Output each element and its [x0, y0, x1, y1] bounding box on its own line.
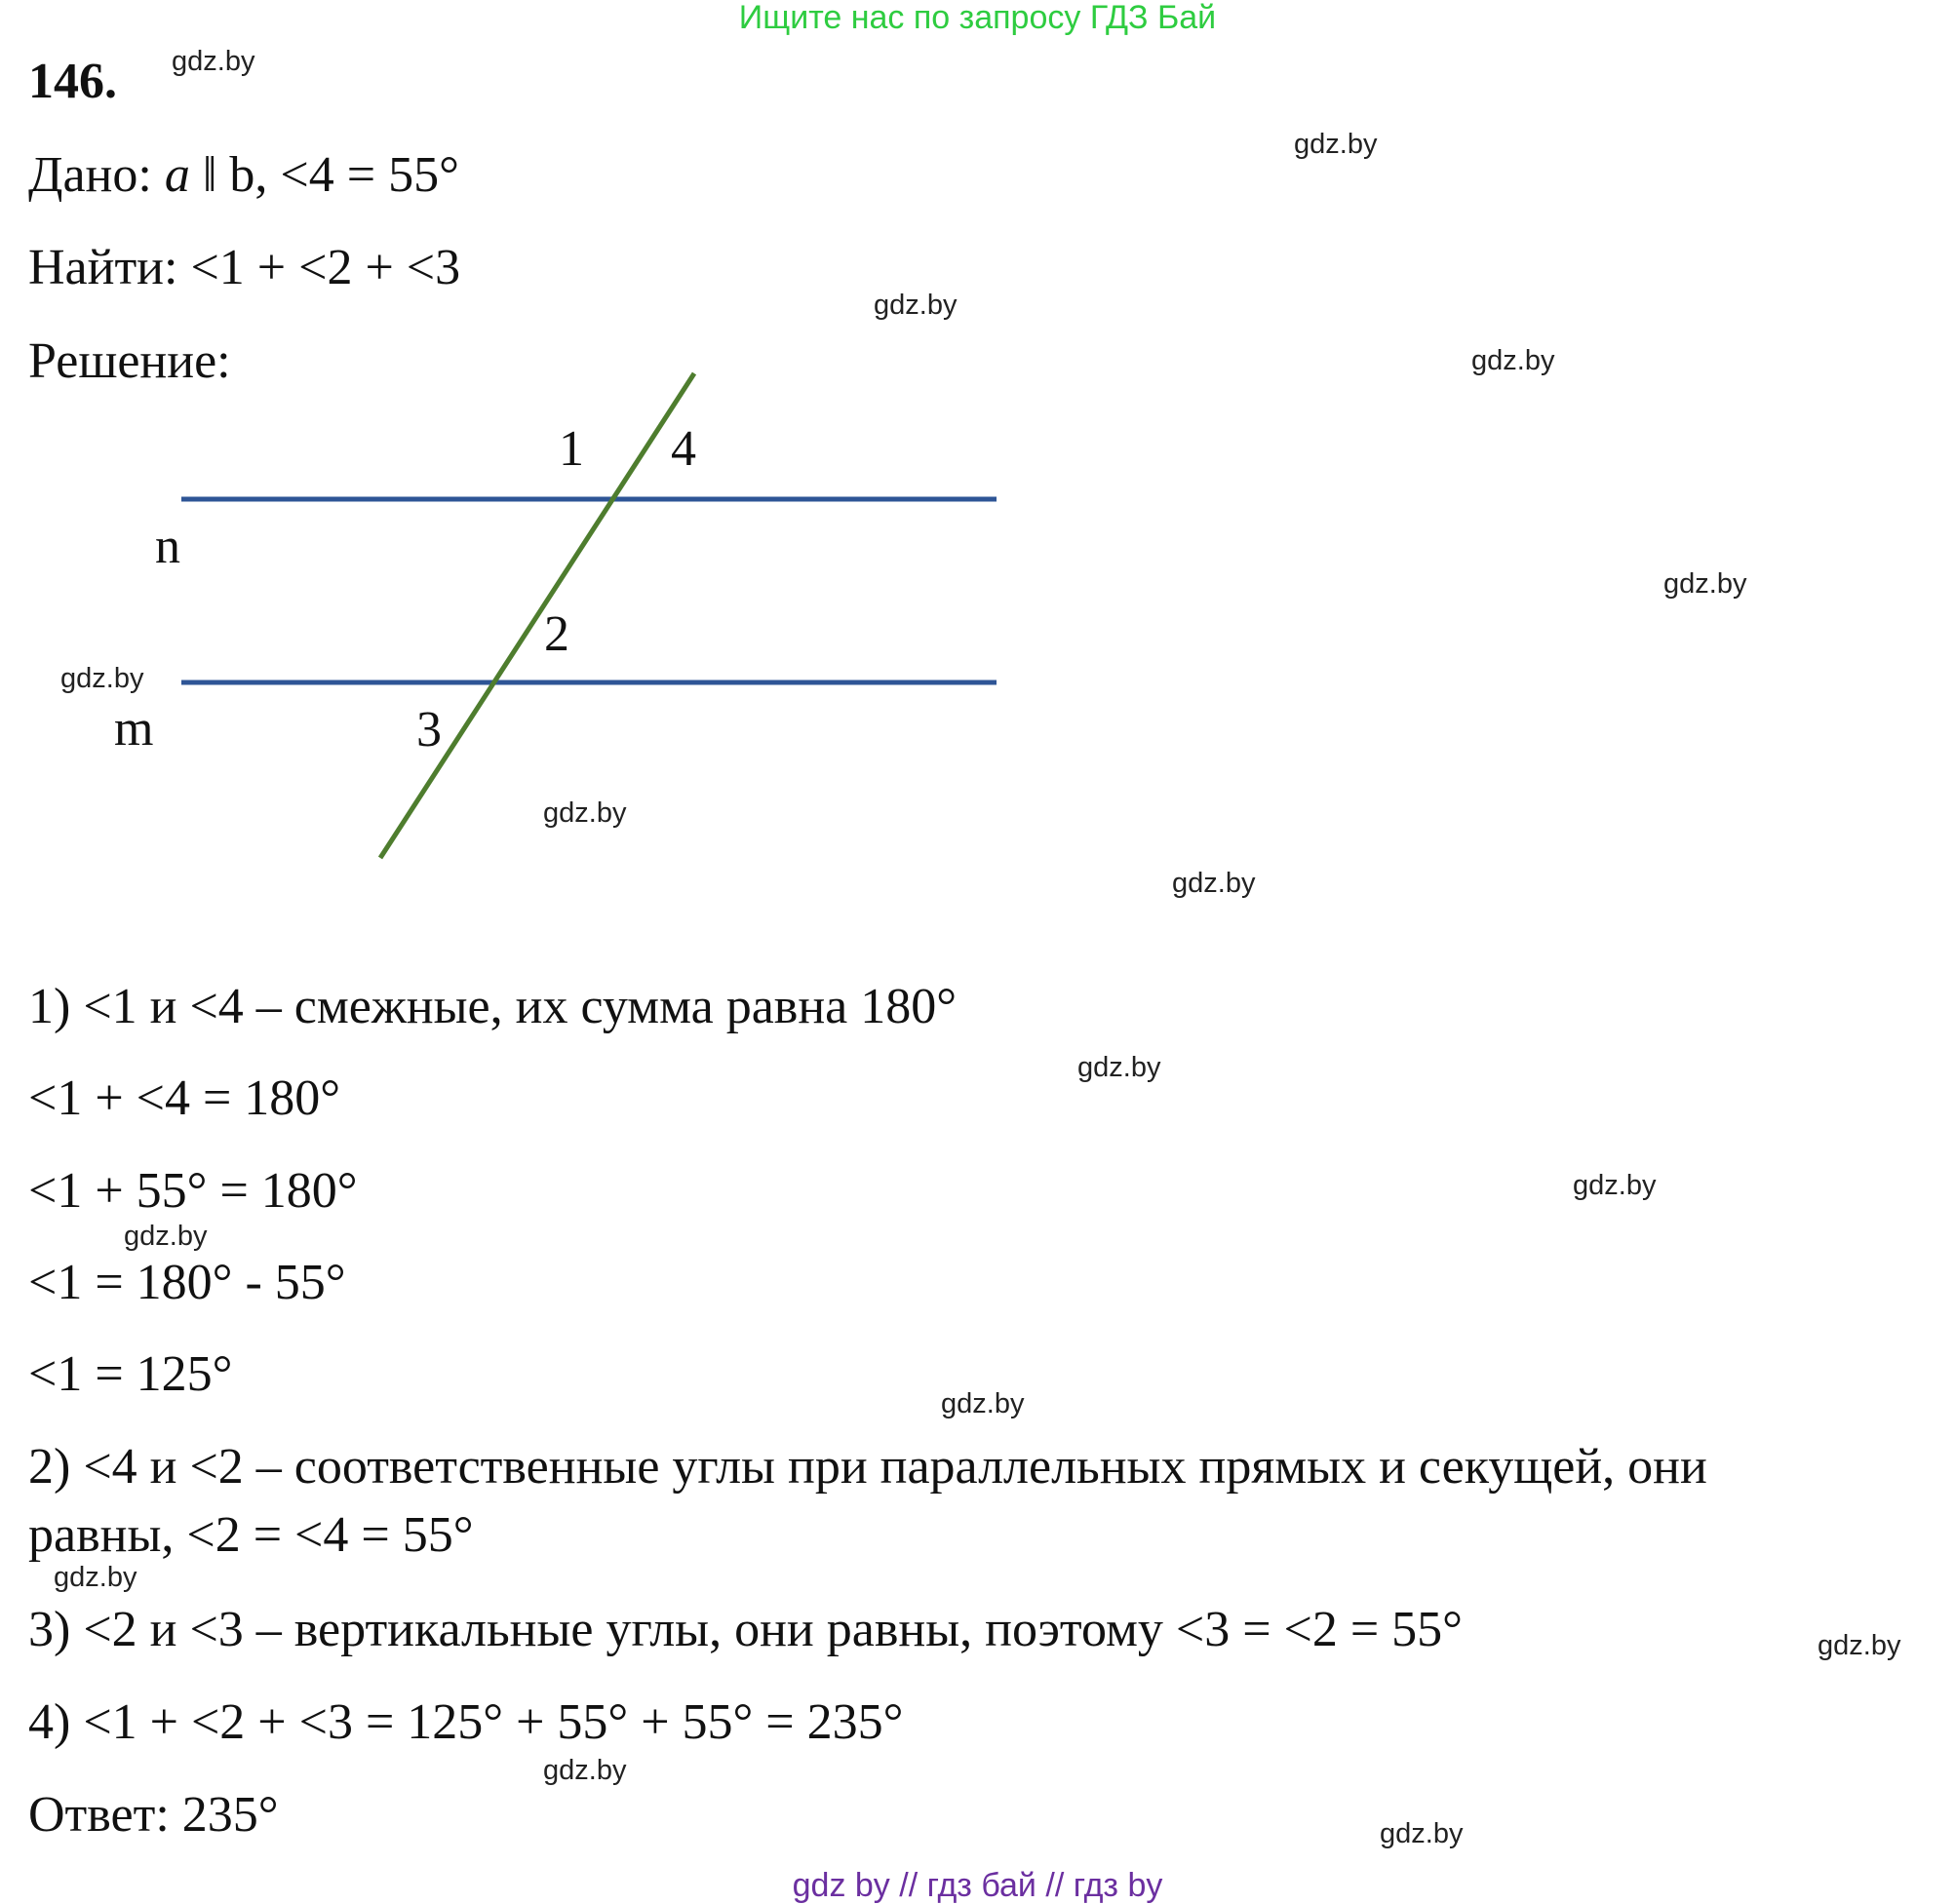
watermark: gdz.by — [1573, 1170, 1657, 1201]
problem-number: 146. — [28, 54, 117, 109]
watermark: gdz.by — [1471, 345, 1555, 376]
given-var-a: a — [164, 147, 190, 203]
step-1-eq-1: <1 + <4 = 180° — [28, 1070, 341, 1126]
step-2-line-1: 2) <4 и <2 – соответственные углы при параллельных прямых и секущей, они — [28, 1439, 1707, 1495]
watermark: gdz.by — [874, 290, 958, 321]
step-2-line-2: равны, <2 = <4 = 55° — [28, 1507, 474, 1563]
watermark: gdz.by — [543, 797, 627, 829]
watermark: gdz.by — [172, 46, 255, 77]
step-1-eq-2: <1 + 55° = 180° — [28, 1163, 358, 1219]
step-3: 3) <2 и <3 – вертикальные углы, они равны, поэтому <3 = <2 = 55° — [28, 1602, 1463, 1657]
given-prefix: Дано: — [28, 147, 165, 203]
angle-3-label: 3 — [416, 702, 442, 758]
solution-heading: Решение: — [28, 333, 231, 389]
watermark: gdz.by — [941, 1388, 1025, 1419]
line-n-label: n — [155, 519, 180, 574]
watermark: gdz.by — [1663, 568, 1747, 600]
top-banner: Ищите нас по запросу ГДЗ Бай — [738, 0, 1217, 36]
watermark: gdz.by — [1294, 129, 1378, 160]
watermark: gdz.by — [54, 1562, 137, 1593]
step-1: 1) <1 и <4 – смежные, их сумма равна 180° — [28, 979, 958, 1034]
watermark: gdz.by — [1172, 868, 1256, 899]
watermark: gdz.by — [1818, 1630, 1901, 1661]
line-m-label: m — [114, 701, 154, 757]
angle-4-label: 4 — [671, 421, 696, 477]
step-4: 4) <1 + <2 + <3 = 125° + 55° + 55° = 235° — [28, 1694, 904, 1750]
angle-2-label: 2 — [544, 606, 569, 662]
watermark: gdz.by — [60, 663, 144, 694]
answer-line: Ответ: 235° — [28, 1787, 279, 1843]
step-1-eq-4: <1 = 125° — [28, 1346, 233, 1402]
watermark: gdz.by — [1077, 1052, 1161, 1083]
watermark: gdz.by — [1380, 1818, 1464, 1849]
given-rest: ‖ b, <4 = 55° — [189, 147, 459, 203]
find-line: Найти: <1 + <2 + <3 — [28, 240, 461, 295]
angle-1-label: 1 — [559, 421, 584, 477]
step-1-eq-3: <1 = 180° - 55° — [28, 1255, 346, 1310]
watermark: gdz.by — [124, 1221, 208, 1252]
watermark: gdz.by — [543, 1755, 627, 1786]
bottom-footer: gdz by // гдз бай // гдз by — [792, 1867, 1163, 1904]
transversal-line — [380, 373, 694, 858]
